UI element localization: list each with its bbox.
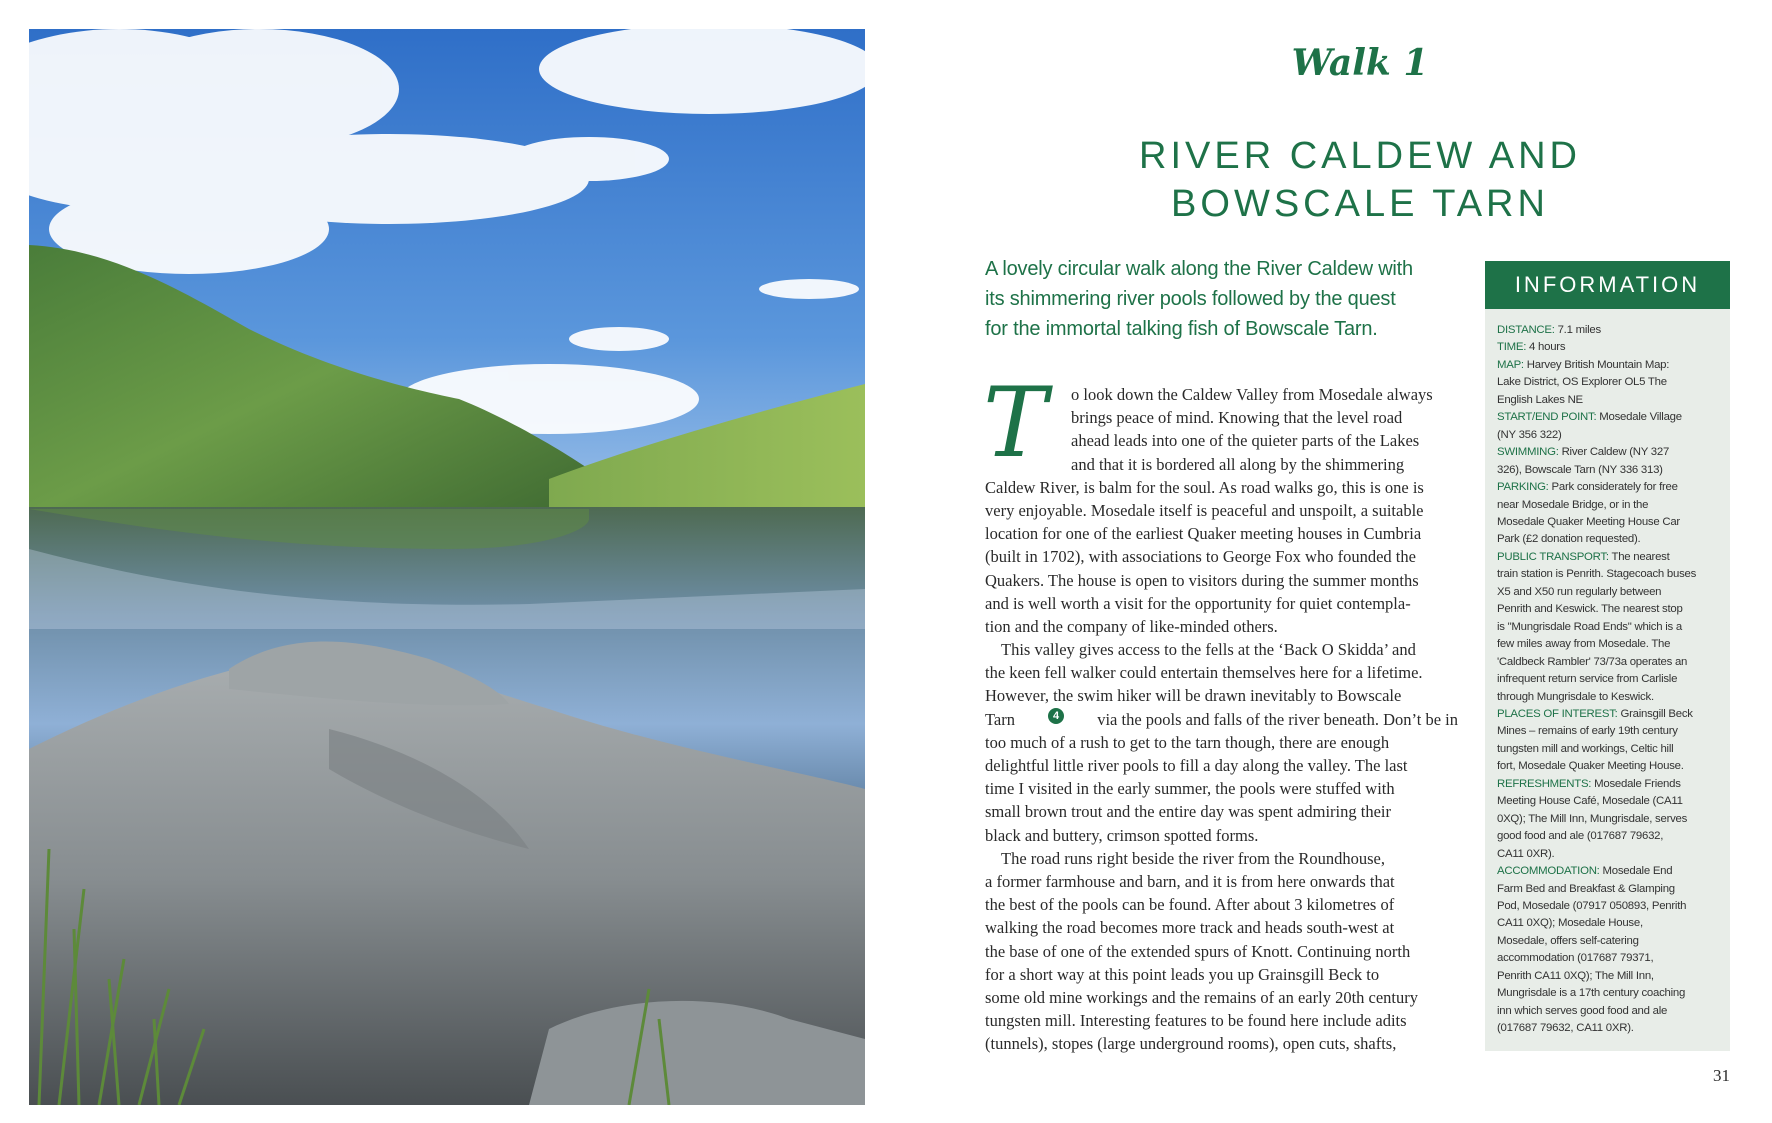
body-line-text: tion and the company of like-minded others. (985, 616, 1278, 636)
info-key: ACCOMMODATION: (1497, 865, 1600, 878)
body-line-text: o look down the Caldew Valley from Mosedale always (1071, 385, 1433, 404)
info-value: through Mungrisdale to Keswick. (1497, 690, 1654, 703)
body-line-text: Caldew River, is balm for the soul. As road walks go, this is one is (985, 477, 1424, 497)
body-line (985, 777, 1458, 800)
info-value: (017687 79632, CA11 0XR). (1497, 1022, 1634, 1035)
info-value: Penrith and Keswick. The nearest stop (1497, 603, 1683, 616)
info-line (1497, 444, 1725, 461)
body-line-text: The road runs right beside the river from the Roundhouse, (1001, 848, 1385, 868)
info-line (1497, 706, 1725, 723)
body-line (985, 499, 1458, 522)
info-box-heading: INFORMATION (1485, 261, 1730, 309)
info-key: PLACES OF INTEREST: (1497, 707, 1618, 720)
body-line (985, 638, 1458, 661)
body-line (985, 615, 1458, 638)
info-value: English Lakes NE (1497, 393, 1583, 406)
walk-number-label: Walk 1 (1291, 42, 1429, 84)
body-line (985, 940, 1458, 963)
info-value: Penrith CA11 0XQ); The Mill Inn, (1497, 969, 1654, 982)
body-line-text: Quakers. The house is open to visitors during the summer months (985, 570, 1419, 590)
body-line (985, 429, 1458, 452)
body-line-text: (built in 1702), with associations to George Fox who founded the (985, 547, 1416, 567)
info-line (1497, 409, 1725, 426)
intro-line: A lovely circular walk along the River Caldew with (985, 258, 1413, 280)
body-line (985, 800, 1458, 823)
info-value: Pod, Mosedale (07917 050893, Penrith (1497, 899, 1687, 912)
info-line (1497, 339, 1725, 356)
body-line-text: brings peace of mind. Knowing that the level road (1071, 408, 1403, 428)
info-value: Mosedale, offers self-catering (1497, 934, 1639, 947)
info-line (1497, 531, 1725, 548)
info-value: Harvey British Mountain Map: (1523, 358, 1670, 371)
info-value: Mosedale Quaker Meeting House Car (1497, 515, 1680, 528)
body-line (985, 986, 1458, 1009)
info-line (1497, 881, 1725, 898)
info-value: The nearest (1608, 550, 1670, 563)
info-value: CA11 0XR). (1497, 847, 1555, 860)
title-line: BOWSCALE TARN (1171, 183, 1549, 225)
info-line (1497, 898, 1725, 915)
body-line-text: via the pools and falls of the river beneath. Don’t be in (1097, 709, 1458, 729)
info-value: is "Mungrisdale Road Ends" which is a (1497, 620, 1682, 633)
info-value: CA11 0XQ); Mosedale House, (1497, 917, 1643, 930)
body-line-text: the base of one of the extended spurs of Knott. Continuing north (985, 941, 1411, 961)
body-line (985, 754, 1458, 777)
body-line-text: some old mine workings and the remains of an early 20th century (985, 987, 1419, 1007)
info-line (1497, 968, 1725, 985)
body-line (985, 916, 1458, 939)
body-line-text: very enjoyable. Mosedale itself is peaceful and unspoilt, a suitable (985, 500, 1424, 520)
body-line-text: time I visited in the early summer, the pools were stuffed with (985, 779, 1395, 799)
info-value: 0XQ); The Mill Inn, Mungrisdale, serves (1497, 812, 1688, 825)
body-line (985, 870, 1458, 893)
info-line (1497, 427, 1725, 444)
info-value: Park (£2 donation requested). (1497, 533, 1641, 546)
info-line (1497, 985, 1725, 1002)
body-line-text: ahead leads into one of the quieter parts of the Lakes (1071, 431, 1420, 451)
info-line (1497, 723, 1725, 740)
body-line (985, 522, 1458, 545)
info-line (1497, 654, 1725, 671)
info-line (1497, 392, 1725, 409)
info-value: good food and ale (017687 79632, (1497, 830, 1664, 843)
body-line (985, 453, 1458, 476)
body-line-text: walking the road becomes more track and heads south-west at (985, 918, 1395, 938)
body-line-text: black and buttery, crimson spotted forms. (985, 825, 1259, 845)
info-value: Meeting House Café, Mosedale (CA11 (1497, 795, 1683, 808)
info-line (1497, 566, 1725, 583)
info-line (1497, 619, 1725, 636)
info-line (1497, 828, 1725, 845)
body-line (985, 847, 1458, 870)
body-line-text: a former farmhouse and barn, and it is from here onwards that (985, 871, 1395, 891)
info-value: train station is Penrith. Stagecoach buses (1497, 568, 1697, 581)
info-line (1497, 462, 1725, 479)
body-line (985, 708, 1458, 731)
info-value: Mosedale End (1599, 865, 1673, 878)
info-value: Park considerately for free (1548, 481, 1678, 494)
body-text (983, 367, 1458, 1055)
info-line (1497, 497, 1725, 514)
info-line (1497, 374, 1725, 391)
body-line (985, 684, 1458, 707)
info-line (1497, 479, 1725, 496)
body-line-text: location for one of the earliest Quaker meeting houses in Cumbria (985, 524, 1422, 544)
info-key: SWIMMING: (1497, 446, 1559, 459)
body-line (985, 661, 1458, 684)
body-line (985, 592, 1458, 615)
info-line (1497, 357, 1725, 374)
info-value: 'Caldbeck Rambler' 73/73a operates an (1497, 655, 1688, 668)
info-key: MAP: (1497, 358, 1524, 371)
body-line (985, 476, 1458, 499)
body-line-text: This valley gives access to the fells at the ‘Back O Skidda’ and (1001, 640, 1416, 660)
info-value: River Caldew (NY 327 (1558, 446, 1670, 459)
body-line (985, 963, 1458, 986)
info-line (1497, 601, 1725, 618)
info-box-text (1497, 322, 1725, 1038)
info-value: inn which serves good food and ale (1497, 1004, 1668, 1017)
info-value: Mungrisdale is a 17th century coaching (1497, 987, 1686, 1000)
info-value: near Mosedale Bridge, or in the (1497, 498, 1649, 511)
info-line (1497, 636, 1725, 653)
body-line-text: tungsten mill. Interesting features to be found here include adits (985, 1011, 1407, 1031)
info-key: PUBLIC TRANSPORT: (1497, 550, 1609, 563)
body-line-text: too much of a rush to get to the tarn though, there are enough (985, 732, 1390, 752)
info-line (1497, 846, 1725, 863)
intro-line: its shimmering river pools followed by the quest (985, 288, 1396, 310)
info-line (1497, 1003, 1725, 1020)
body-line (985, 383, 1458, 406)
body-line (985, 406, 1458, 429)
body-line-text: the keen fell walker could entertain themselves here for a lifetime. (985, 663, 1423, 683)
info-line (1497, 1020, 1725, 1037)
info-value: 4 hours (1526, 341, 1566, 354)
body-line (985, 569, 1458, 592)
info-value: 326), Bowscale Tarn (NY 336 313) (1497, 463, 1663, 476)
info-key: START/END POINT: (1497, 411, 1597, 424)
landscape-photo (29, 29, 865, 1105)
body-line (985, 545, 1458, 568)
info-value: Mosedale Friends (1591, 777, 1681, 790)
info-value: Grainsgill Beck (1617, 707, 1693, 720)
intro-paragraph (985, 254, 1465, 344)
info-value: accommodation (017687 79371, (1497, 952, 1654, 965)
body-line-text: for a short way at this point leads you up Grainsgill Beck to (985, 964, 1380, 984)
body-line-text: Tarn (985, 709, 1015, 729)
info-line (1497, 514, 1725, 531)
body-line-text: and is well worth a visit for the opportunity for quiet contempla- (985, 593, 1411, 613)
info-key: PARKING: (1497, 481, 1549, 494)
intro-line: for the immortal talking fish of Bowscale Tarn. (985, 318, 1378, 340)
body-line-text: (tunnels), stopes (large underground rooms), open cuts, shafts, (985, 1034, 1397, 1054)
info-value: (NY 356 322) (1497, 428, 1562, 441)
info-line (1497, 933, 1725, 950)
info-value: few miles away from Mosedale. The (1497, 638, 1671, 651)
body-line-text: small brown trout and the entire day was spent admiring their (985, 802, 1391, 822)
info-line (1497, 584, 1725, 601)
page-number: 31 (1713, 1066, 1730, 1085)
info-key: TIME: (1497, 341, 1527, 354)
info-line (1497, 793, 1725, 810)
info-line (1497, 322, 1725, 339)
page-title (1080, 132, 1640, 228)
info-line (1497, 776, 1725, 793)
info-line (1497, 741, 1725, 758)
map-point-badge: 4 (1048, 708, 1064, 724)
info-line (1497, 915, 1725, 932)
body-line (985, 1032, 1458, 1055)
body-line (985, 1009, 1458, 1032)
info-value: X5 and X50 run regularly between (1497, 585, 1662, 598)
info-line (1497, 758, 1725, 775)
body-line-text: However, the swim hiker will be drawn inevitably to Bowscale (985, 686, 1402, 706)
info-value: fort, Mosedale Quaker Meeting House. (1497, 760, 1684, 773)
info-value: 7.1 miles (1554, 324, 1601, 336)
drop-cap: T (983, 367, 1048, 479)
info-key: REFRESHMENTS: (1497, 777, 1592, 790)
title-line: RIVER CALDEW AND (1139, 135, 1581, 177)
info-line (1497, 811, 1725, 828)
body-line (985, 824, 1458, 847)
body-line-text: and that it is bordered all along by the shimmering (1071, 454, 1405, 474)
body-line-text: delightful little river pools to fill a day along the valley. The last (985, 756, 1408, 775)
info-line (1497, 549, 1725, 566)
info-value: Mosedale Village (1596, 411, 1682, 424)
info-key: DISTANCE: (1497, 324, 1555, 336)
info-value: Mines – remains of early 19th century (1497, 725, 1678, 738)
info-value: Farm Bed and Breakfast & Glamping (1497, 882, 1675, 895)
info-value: infrequent return service from Carlisle (1497, 673, 1678, 686)
info-value: tungsten mill and workings, Celtic hill (1497, 742, 1674, 755)
info-line (1497, 863, 1725, 880)
info-line (1497, 671, 1725, 688)
info-line (1497, 689, 1725, 706)
body-line (985, 731, 1458, 754)
info-line (1497, 950, 1725, 967)
info-value: Lake District, OS Explorer OL5 The (1497, 376, 1667, 389)
body-line-text: the best of the pools can be found. After about 3 kilometres of (985, 895, 1395, 915)
body-line (985, 893, 1458, 916)
